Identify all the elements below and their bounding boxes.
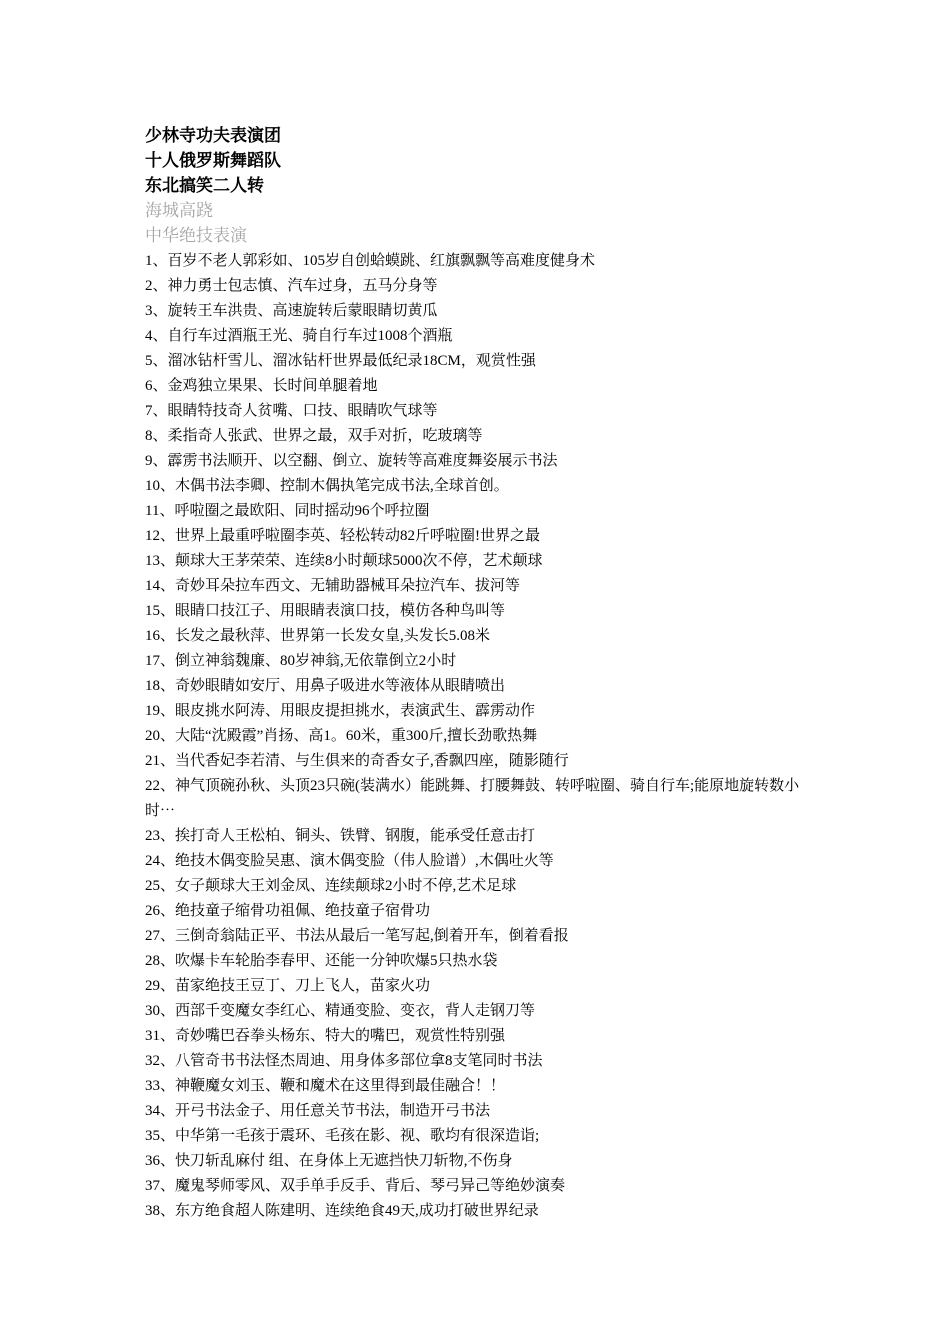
list-item: 7、眼睛特技奇人贫嘴、口技、眼睛吹气球等 (145, 403, 438, 419)
list-item: 33、神鞭魔女刘玉、鞭和魔术在这里得到最佳融合！！ (145, 1078, 506, 1094)
list-item: 16、长发之最秋萍、世界第一长发女皇,头发长5.08米 (145, 628, 491, 644)
list-item: 9、霹雳书法顺开、以空翻、倒立、旋转等高难度舞姿展示书法 (145, 453, 558, 469)
list-item: 6、金鸡独立果果、长时间单腿着地 (145, 378, 378, 394)
list-item: 22、神气顶碗孙秋、头顶23只碗(装满水）能跳舞、打腰舞鼓、转呼啦圈、骑自行车;能原地旋转数小时⋯ (145, 778, 800, 819)
heading-stilts: 海城高跷 (145, 201, 213, 221)
list-item: 30、西部千变魔女李红心、精通变脸、变衣，背人走钢刀等 (145, 1003, 536, 1019)
list-item: 32、八管奇书书法怪杰周迪、用身体多部位拿8支笔同时书法 (145, 1053, 543, 1069)
heading-stunts: 中华绝技表演 (145, 226, 247, 246)
list-item: 5、溜冰钻杆雪儿、溜冰钻杆世界最低纪录18CM，观赏性强 (145, 353, 536, 369)
list-item: 4、自行车过酒瓶王光、骑自行车过1008个酒瓶 (145, 328, 453, 344)
heading-errenzhuan: 东北搞笑二人转 (145, 176, 264, 196)
list-item: 31、奇妙嘴巴吞拳头杨东、特大的嘴巴，观赏性特别强 (145, 1028, 506, 1044)
list-item: 1、百岁不老人郭彩如、105岁自创蛤蟆跳、红旗飘飘等高难度健身术 (145, 253, 596, 269)
list-item: 37、魔鬼琴师零风、双手单手反手、背后、琴弓异己等绝妙演奏 (145, 1178, 566, 1194)
heading-russian-dance: 十人俄罗斯舞蹈队 (145, 151, 281, 171)
list-item: 3、旋转王车洪贵、高速旋转后蒙眼睛切黄瓜 (145, 303, 438, 319)
list-item: 23、挨打奇人王松柏、铜头、铁臂、钢腹，能承受任意击打 (145, 828, 536, 844)
list-item: 25、女子颠球大王刘金凤、连续颠球2小时不停,艺术足球 (145, 878, 517, 894)
list-item: 18、奇妙眼睛如安厅、用鼻子吸进水等液体从眼睛喷出 (145, 678, 506, 694)
list-item: 13、颠球大王茅荣荣、连续8小时颠球5000次不停，艺术颠球 (145, 553, 543, 569)
list-item: 8、柔指奇人张武、世界之最，双手对折，吃玻璃等 (145, 428, 483, 444)
list-item: 24、绝技木偶变脸吴惠、演木偶变脸（伟人脸谱）,木偶吐火等 (145, 853, 554, 869)
list-item: 11、呼啦圈之最欧阳、同时摇动96个呼拉圈 (145, 503, 430, 519)
list-item: 2、神力勇士包志慎、汽车过身，五马分身等 (145, 278, 438, 294)
list-item: 21、当代香妃李若清、与生俱来的奇香女子,香飘四座，随影随行 (145, 753, 569, 769)
document-body (145, 124, 825, 1224)
heading-shaolin-kungfu: 少林寺功夫表演团 (145, 126, 281, 146)
list-item: 26、绝技童子缩骨功祖佩、绝技童子宿骨功 (145, 903, 431, 919)
list-item: 29、苗家绝技王豆丁、刀上飞人，苗家火功 (145, 978, 431, 994)
list-item: 19、眼皮挑水阿涛、用眼皮提担挑水，表演武生、霹雳动作 (145, 703, 536, 719)
list-item: 17、倒立神翁魏廉、80岁神翁,无依靠倒立2小时 (145, 653, 457, 669)
list-item: 20、大陆“沈殿霞”肖扬、高1。60米，重300斤,擅长劲歌热舞 (145, 728, 538, 744)
list-item: 12、世界上最重呼啦圈李英、轻松转动82斤呼啦圈!世界之最 (145, 528, 540, 544)
list-item: 36、快刀斩乱麻付 组、在身体上无遮挡快刀斩物,不伤身 (145, 1153, 513, 1169)
list-item: 38、东方绝食超人陈建明、连续绝食49天,成功打破世界纪录 (145, 1203, 539, 1219)
list-item: 35、中华第一毛孩于震环、毛孩在影、视、歌均有很深造诣; (145, 1128, 540, 1144)
list-item: 14、奇妙耳朵拉车西文、无辅助器械耳朵拉汽车、拔河等 (145, 578, 521, 594)
list-item: 28、吹爆卡车轮胎李春甲、还能一分钟吹爆5只热水袋 (145, 953, 498, 969)
list-item: 15、眼睛口技江子、用眼睛表演口技，模仿各种鸟叫等 (145, 603, 506, 619)
list-item: 10、木偶书法李卿、控制木偶执笔完成书法,全球首创。 (145, 478, 509, 494)
list-item: 34、开弓书法金子、用任意关节书法，制造开弓书法 (145, 1103, 491, 1119)
list-item: 27、三倒奇翁陆正平、书法从最后一笔写起,倒着开车，倒着看报 (145, 928, 569, 944)
